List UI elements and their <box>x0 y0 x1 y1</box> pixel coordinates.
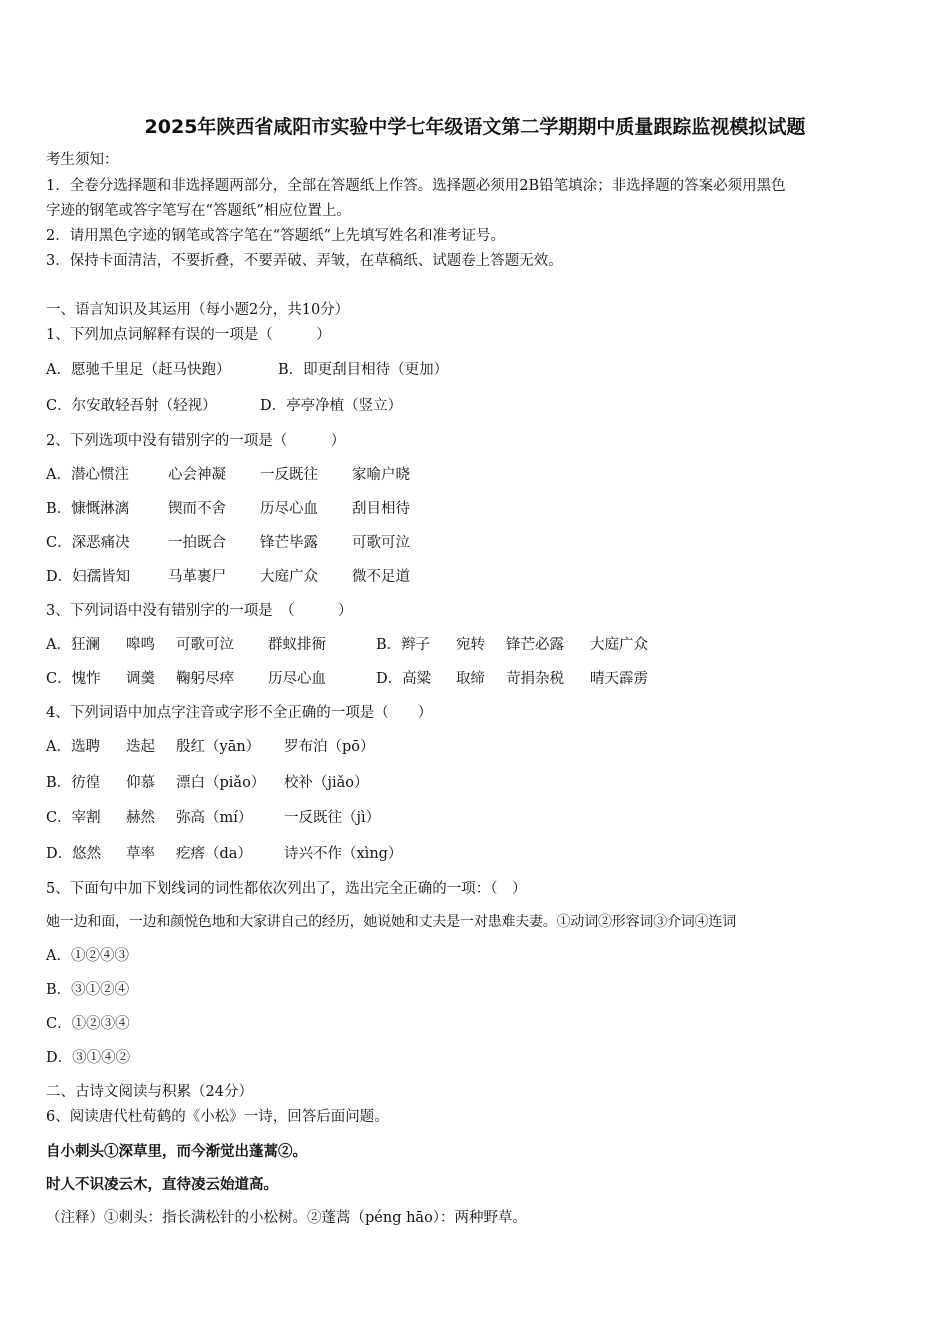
q2-a-word-3: 一反既往 <box>260 467 318 483</box>
q2-b-word-4: 刮目相待 <box>352 501 410 517</box>
q2-c-word-2: 一拍既合 <box>168 535 226 551</box>
q4-option-a <box>46 737 375 757</box>
q3-a-word-3: 可歌可泣 <box>176 637 234 653</box>
q2-d-word-4: 微不足道 <box>352 569 410 585</box>
q3-a-word-1: A．狂澜 <box>46 637 100 653</box>
notice-item-1: 1．全卷分选择题和非选择题两部分，全部在答题纸上作答。选择题必须用2B铅笔填涂；非选择题的答案必须用黑色 <box>46 178 786 194</box>
q4-d-word-4: 诗兴不作（xìng） <box>284 846 403 862</box>
q2-d-word-1: D．妇孺皆知 <box>46 569 131 585</box>
page-title: 2025年陕西省咸阳市实验中学七年级语文第二学期期中质量跟踪监视模拟试题 <box>144 116 806 138</box>
q1-option-a: A．愿驰千里足（赶马快跑） <box>46 362 231 378</box>
q3-d-word-4: 晴天霹雳 <box>590 671 648 687</box>
q4-d-word-3: 疙瘩（da） <box>176 846 252 862</box>
q4-option-d <box>46 844 402 864</box>
q4-d-word-1: D．悠然 <box>46 846 102 862</box>
notice-item-2: 2．请用黑色字迹的钢笔或答字笔在“答题纸”上先填写姓名和准考证号。 <box>46 228 506 244</box>
q3-b-word-2: 宛转 <box>456 637 485 653</box>
q3-d-word-1: D．高粱 <box>376 671 432 687</box>
q6-stem: 6、阅读唐代杜荀鹤的《小松》一诗，回答后面问题。 <box>46 1109 389 1125</box>
q2-b-word-2: 锲而不舍 <box>168 501 226 517</box>
q4-c-word-4: 一反既往（jì） <box>284 810 381 826</box>
poem-line-2: 时人不识凌云木，直待凌云始道高。 <box>46 1176 278 1193</box>
q3-c-word-1: C．愧怍 <box>46 671 101 687</box>
q4-b-word-3: 漂白（piǎo） <box>176 775 266 791</box>
q2-c-word-1: C．深恶痛决 <box>46 535 130 551</box>
q5-sentence: 她一边和面，一边和颜悦色地和大家讲自己的经历，她说她和丈夫是一对患难夫妻。①动词②形容词③介词④连词 <box>46 914 736 930</box>
q2-a-word-2: 心会神凝 <box>168 467 226 483</box>
q4-a-word-3: 殷红（yān） <box>176 739 261 755</box>
q5-option-d: D．③①④② <box>46 1050 131 1066</box>
q3-b-word-3: 锋芒必露 <box>506 637 564 653</box>
q2-c-word-3: 锋芒毕露 <box>260 535 318 551</box>
poem-note: （注释）①刺头：指长满松针的小松树。②蓬蒿（péng hāo）：两种野草。 <box>46 1210 528 1226</box>
q3-c-word-2: 调羹 <box>126 671 155 687</box>
q3-d-word-3: 苛捐杂税 <box>506 671 564 687</box>
q4-c-word-2: 赫然 <box>126 810 155 826</box>
notice-item-1-cont: 字迹的钢笔或答字笔写在“答题纸”相应位置上。 <box>46 203 351 219</box>
q4-c-word-3: 弥高（mí） <box>176 810 253 826</box>
q2-option-c <box>46 533 410 553</box>
q3-a-word-2: 嗥鸣 <box>126 637 155 653</box>
poem-line-1: 自小刺头①深草里，而今渐觉出蓬蒿②。 <box>46 1143 307 1160</box>
q1-option-d: D．亭亭净植（竖立） <box>260 398 403 414</box>
q2-option-d <box>46 567 410 587</box>
q3-b-word-1: B．辫子 <box>376 637 431 653</box>
q4-c-word-1: C．宰割 <box>46 810 101 826</box>
section2-heading: 二、古诗文阅读与积累（24分） <box>46 1084 253 1100</box>
q4-a-word-2: 迭起 <box>126 739 155 755</box>
notice-item-3: 3．保持卡面清洁，不要折叠，不要弄破、弄皱，在草稿纸、试题卷上答题无效。 <box>46 253 563 269</box>
q3-c-word-3: 鞠躬尽瘁 <box>176 671 234 687</box>
q2-b-word-1: B．慷慨淋漓 <box>46 501 130 517</box>
q1-options-cd <box>46 396 402 416</box>
q5-stem: 5、下面句中加下划线词的词性都依次列出了，选出完全正确的一项：（ ） <box>46 881 527 897</box>
q1-stem: 1、下列加点词解释有误的一项是（ ） <box>46 327 331 343</box>
q4-a-word-4: 罗布泊（pō） <box>284 739 375 755</box>
q2-d-word-3: 大庭广众 <box>260 569 318 585</box>
q3-d-word-2: 取缔 <box>456 671 485 687</box>
q3-stem: 3、下列词语中没有错别字的一项是 （ ） <box>46 603 353 619</box>
q2-a-word-1: A．潜心惯注 <box>46 467 129 483</box>
q2-option-b <box>46 499 410 519</box>
q2-a-word-4: 家喻户晓 <box>352 467 410 483</box>
q4-b-word-1: B．彷徨 <box>46 775 101 791</box>
q4-a-word-1: A．选聘 <box>46 739 100 755</box>
q4-d-word-2: 草率 <box>126 846 155 862</box>
q5-option-c: C．①②③④ <box>46 1016 130 1032</box>
q1-option-c: C．尔安敢轻吾射（轻视） <box>46 398 217 414</box>
q2-stem: 2、下列选项中没有错别字的一项是（ ） <box>46 433 346 449</box>
q2-option-a <box>46 465 410 485</box>
q5-option-b: B．③①②④ <box>46 982 130 998</box>
q4-stem: 4、下列词语中加点字注音或字形不全正确的一项是（ ） <box>46 705 433 721</box>
q3-options-cd <box>46 669 648 689</box>
q5-option-a: A．①②④③ <box>46 948 129 964</box>
q3-options-ab <box>46 635 648 655</box>
q4-option-c <box>46 808 380 828</box>
q3-a-word-4: 群蚁排衙 <box>268 637 326 653</box>
q4-option-b <box>46 773 369 793</box>
q4-b-word-2: 仰慕 <box>126 775 155 791</box>
notice-heading: 考生须知： <box>46 152 119 168</box>
section1-heading: 一、语言知识及其运用（每小题2分，共10分） <box>46 302 350 318</box>
q1-option-b: B．即更刮目相待（更加） <box>278 362 449 378</box>
q2-d-word-2: 马革裹尸 <box>168 569 226 585</box>
q2-b-word-3: 历尽心血 <box>260 501 318 517</box>
q3-c-word-4: 历尽心血 <box>268 671 326 687</box>
q4-b-word-4: 校补（jiǎo） <box>284 775 369 791</box>
q2-c-word-4: 可歌可泣 <box>352 535 410 551</box>
q1-options-ab <box>46 360 448 380</box>
q3-b-word-4: 大庭广众 <box>590 637 648 653</box>
